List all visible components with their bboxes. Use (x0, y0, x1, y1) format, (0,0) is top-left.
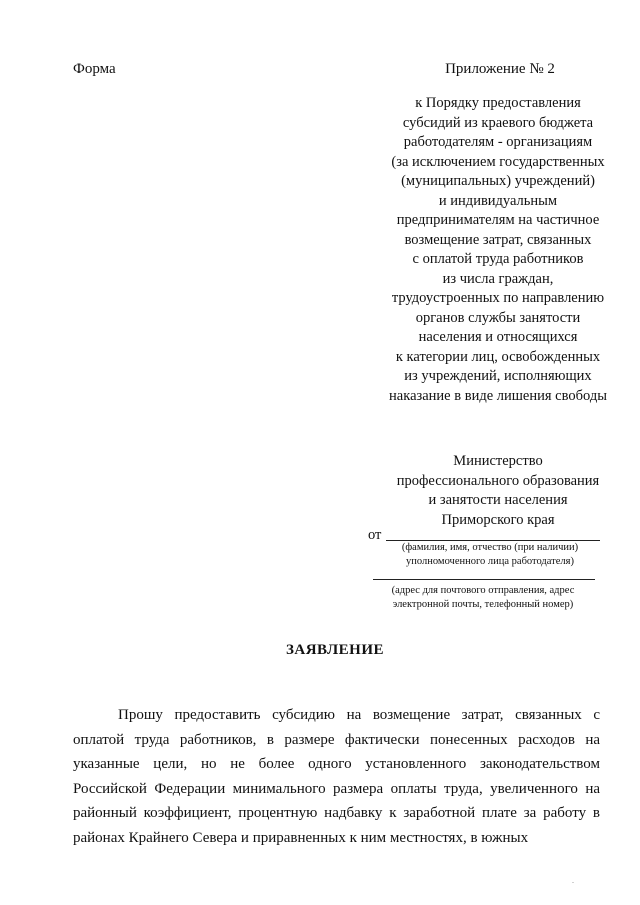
appendix-line: предпринимателям на частичное (396, 212, 600, 228)
appendix-line: органов службы занятости (415, 309, 581, 326)
from-label: от (368, 527, 382, 543)
recipient-line: Министерство (453, 453, 543, 469)
appendix-line: из учреждений, исполняющих (404, 368, 592, 384)
appendix-line: с оплатой труда работников (412, 251, 584, 267)
appendix-line: возмещение затрат, связанных (404, 231, 592, 248)
recipient-block (357, 452, 639, 530)
address-field-caption (378, 584, 588, 612)
caption-line: (фамилия, имя, отчество (при наличии) (401, 542, 579, 553)
document-title: ЗАЯВЛЕНИЕ (285, 642, 385, 658)
appendix-line: к Порядку предоставления (415, 95, 581, 111)
appendix-line: (за исключением государственных (391, 153, 605, 170)
page-mark: . (572, 876, 574, 885)
appendix-line: и индивидуальным (438, 192, 558, 209)
recipient-line: профессионального образования (396, 472, 600, 489)
appendix-reference (357, 94, 639, 406)
appendix-title: Приложение № 2 (445, 61, 555, 77)
appendix-line: (муниципальных) учреждений) (401, 173, 595, 189)
appendix-line: к категории лиц, освобожденных (395, 348, 601, 365)
body-paragraph: Прошу предоставить субсидию на возмещение затрат, связанных с оплатой труда работников, в размере фактически понесенных расходов на указанные цели, но не более одного установленного законодательством Российской Федерации минимального размера оплаты труда, увеличенного на районный коэффициент, процентную надбавку к заработной плате за работу в районах Крайнего Севера и приравненных к ним местностях, в южных (73, 707, 600, 846)
appendix-line: населения и относящихся (418, 329, 578, 345)
caption-line: электронной почты, телефонный номер) (392, 599, 574, 610)
address-field[interactable] (373, 579, 595, 580)
appendix-line: субсидий из краевого бюджета (402, 114, 594, 131)
caption-line: (адрес для почтового отправления, адрес (391, 585, 575, 596)
recipient-line: и занятости населения (428, 492, 568, 508)
appendix-line: наказание в виде лишения свободы (389, 387, 607, 404)
appendix-line: из числа граждан, (442, 270, 554, 287)
appendix-line: работодателям - организациям (403, 134, 593, 150)
appendix-line: трудоустроенных по направлению (391, 290, 605, 306)
form-label: Форма (73, 61, 116, 77)
caption-line: уполномоченного лица работодателя) (406, 556, 574, 567)
name-field-caption (380, 541, 600, 569)
recipient-line: Приморского края (441, 511, 555, 528)
